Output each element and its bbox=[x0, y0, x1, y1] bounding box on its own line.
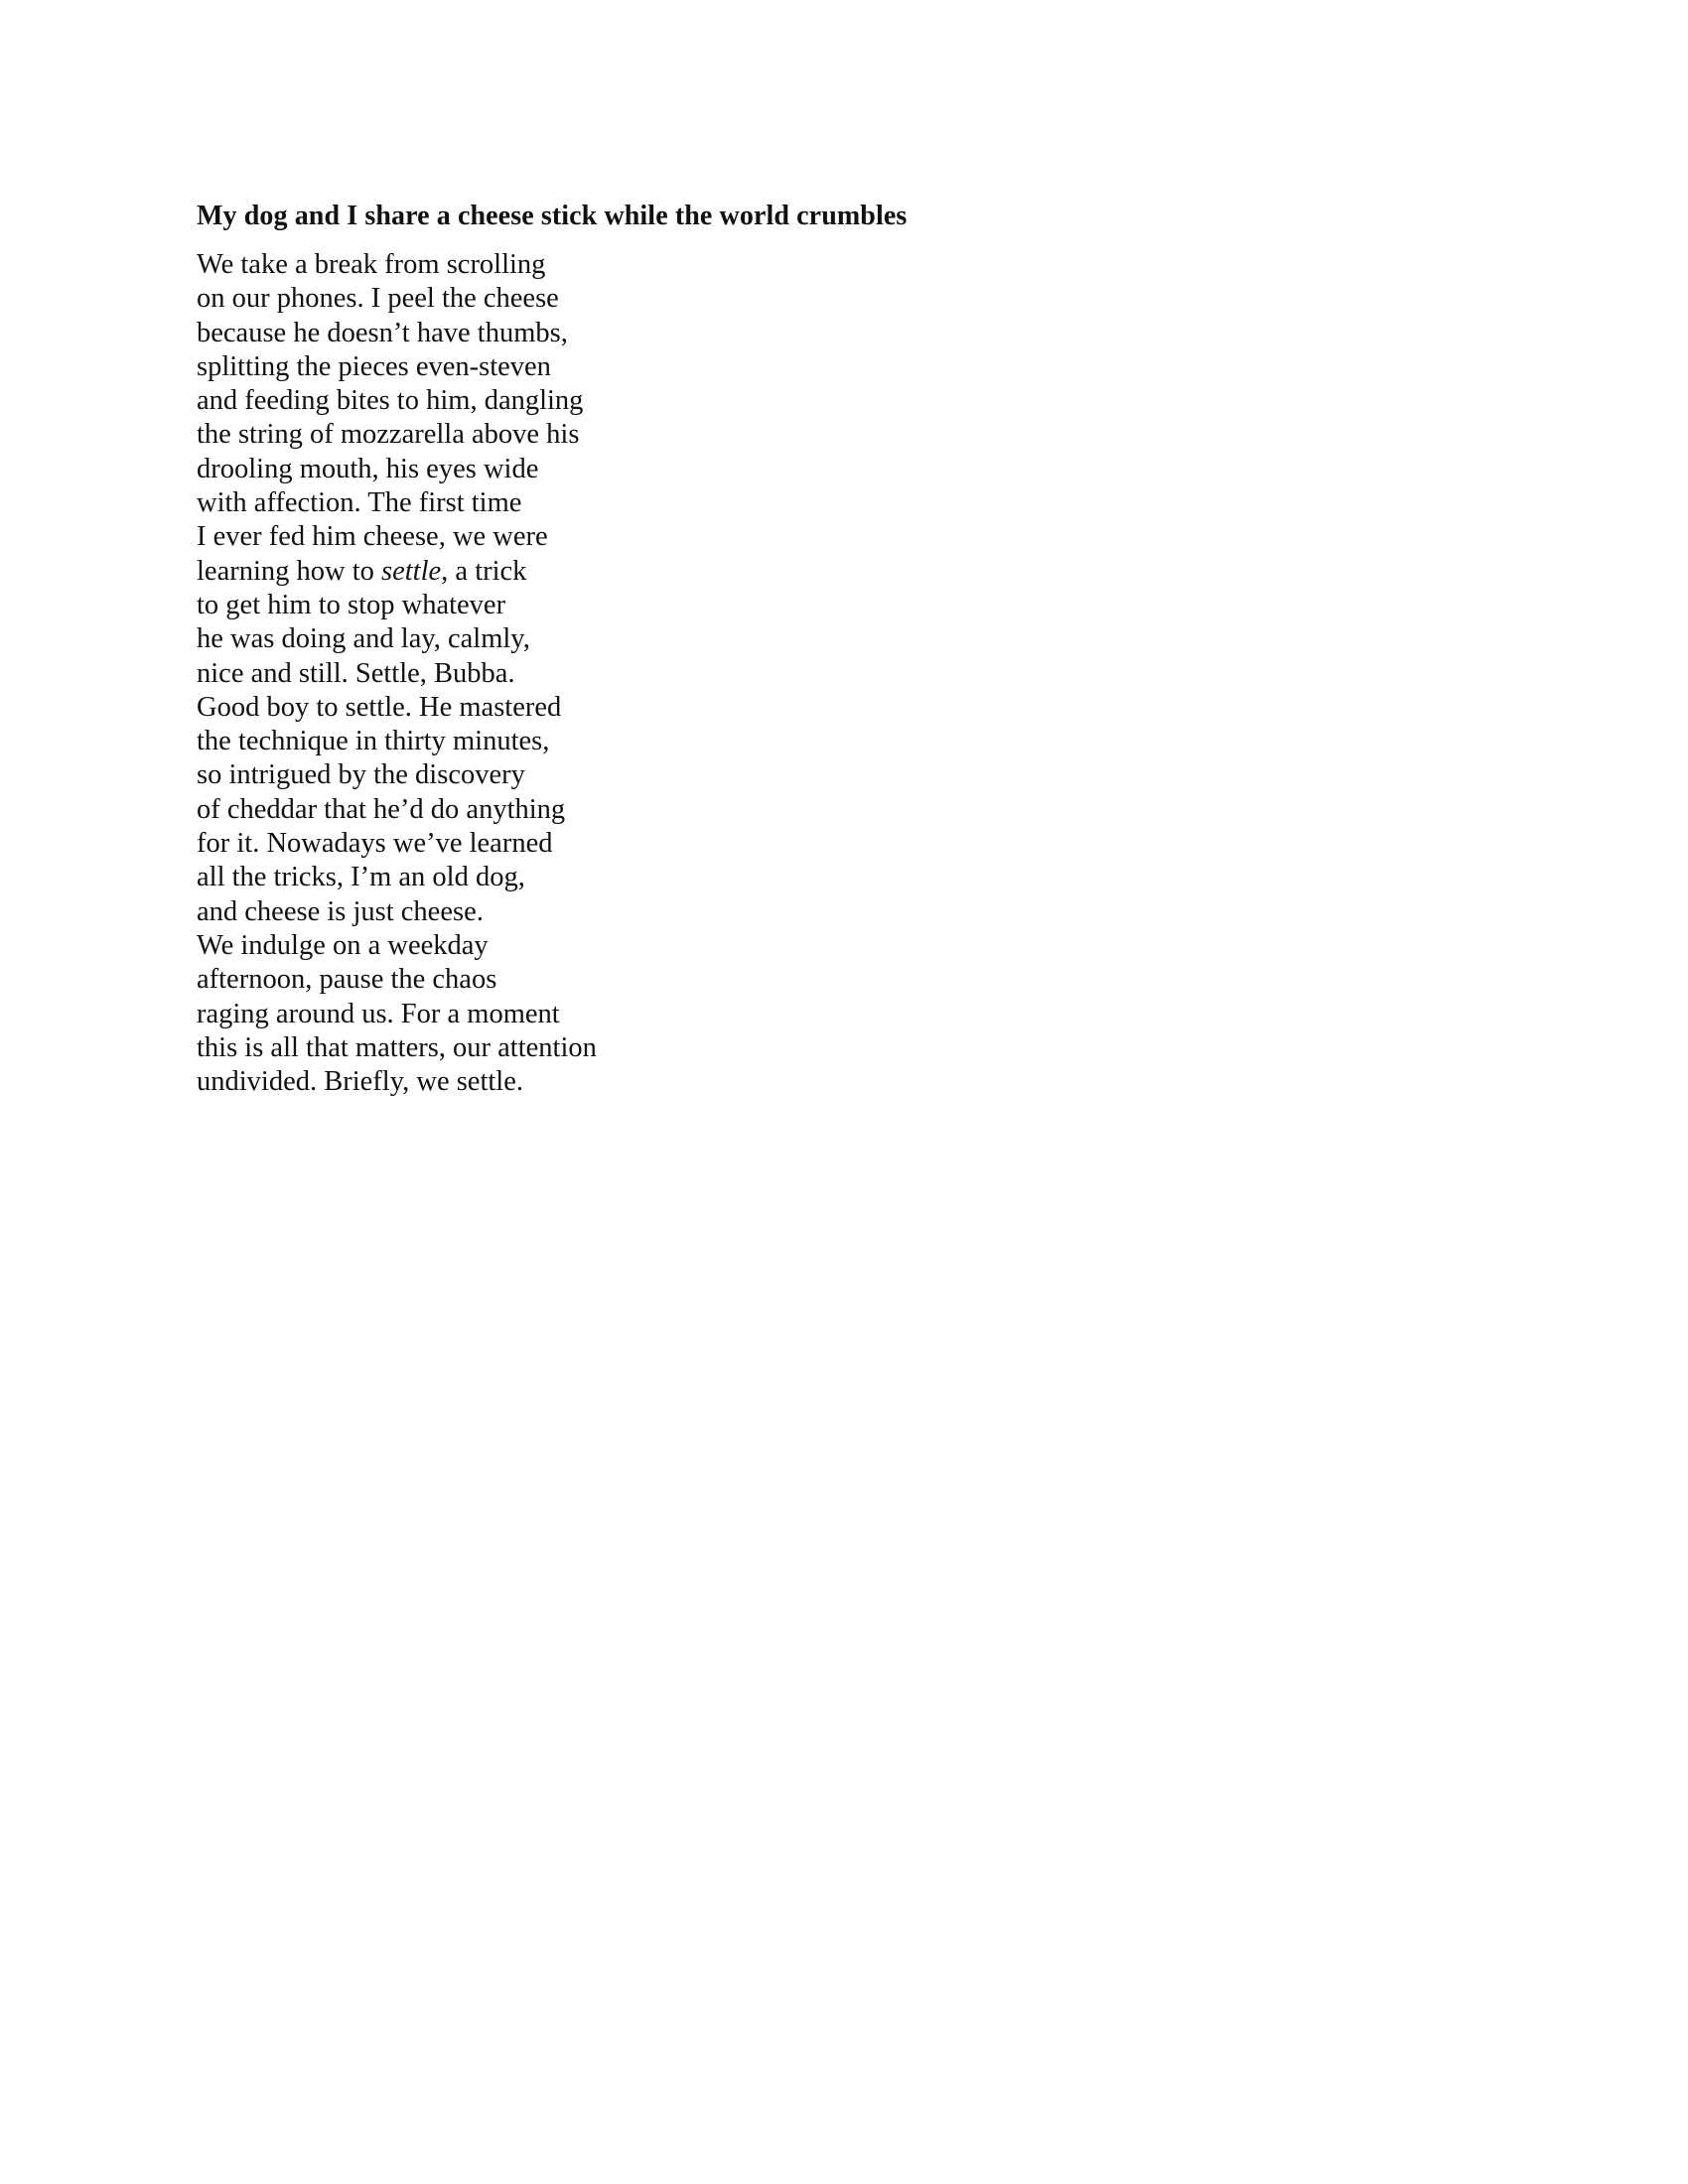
poem-line: undivided. Briefly, we settle. bbox=[197, 1066, 523, 1098]
poem-line: to get him to stop whatever bbox=[197, 589, 506, 620]
poem-line: nice and still. Settle, Bubba. bbox=[197, 657, 515, 689]
poem-line: of cheddar that he’d do anything bbox=[197, 793, 566, 825]
poem-line bbox=[197, 555, 1289, 589]
poem-line: for it. Nowadays we’ve learned bbox=[197, 828, 553, 860]
poem-line: this is all that matters, our attention bbox=[197, 1031, 597, 1063]
poem-line: and cheese is just cheese. bbox=[197, 895, 484, 927]
poem-line: We take a break from scrolling bbox=[197, 249, 546, 280]
poem-line: We indulge on a weekday bbox=[197, 929, 489, 961]
poem-line: with affection. The first time bbox=[197, 487, 522, 519]
poem-line: so intrigued by the discovery bbox=[197, 759, 525, 791]
poem-line: he was doing and lay, calmly, bbox=[197, 623, 530, 655]
poem bbox=[197, 195, 1289, 1099]
poem-line: afternoon, pause the chaos bbox=[197, 964, 497, 996]
poem-line: drooling mouth, his eyes wide bbox=[197, 453, 539, 484]
poem-line-text: , a trick bbox=[441, 555, 527, 587]
poem-line: on our phones. I peel the cheese bbox=[197, 283, 559, 315]
poem-line: splitting the pieces even-steven bbox=[197, 350, 551, 382]
poem-line: I ever fed him cheese, we were bbox=[197, 521, 548, 553]
poem-line: the string of mozzarella above his bbox=[197, 419, 580, 451]
poem-line: because he doesn’t have thumbs, bbox=[197, 317, 568, 348]
poem-title: My dog and I share a cheese stick while the world crumbles bbox=[197, 201, 908, 231]
poem-line-text: learning how to bbox=[197, 555, 382, 587]
poem-line: raging around us. For a moment bbox=[197, 998, 560, 1029]
poem-line: the technique in thirty minutes, bbox=[197, 726, 550, 757]
poem-line-italic-text: settle bbox=[381, 555, 442, 587]
poem-body bbox=[197, 248, 1289, 1099]
poem-line: and feeding bites to him, dangling bbox=[197, 385, 584, 417]
poem-line: Good boy to settle. He mastered bbox=[197, 691, 562, 723]
poem-line: all the tricks, I’m an old dog, bbox=[197, 862, 525, 893]
